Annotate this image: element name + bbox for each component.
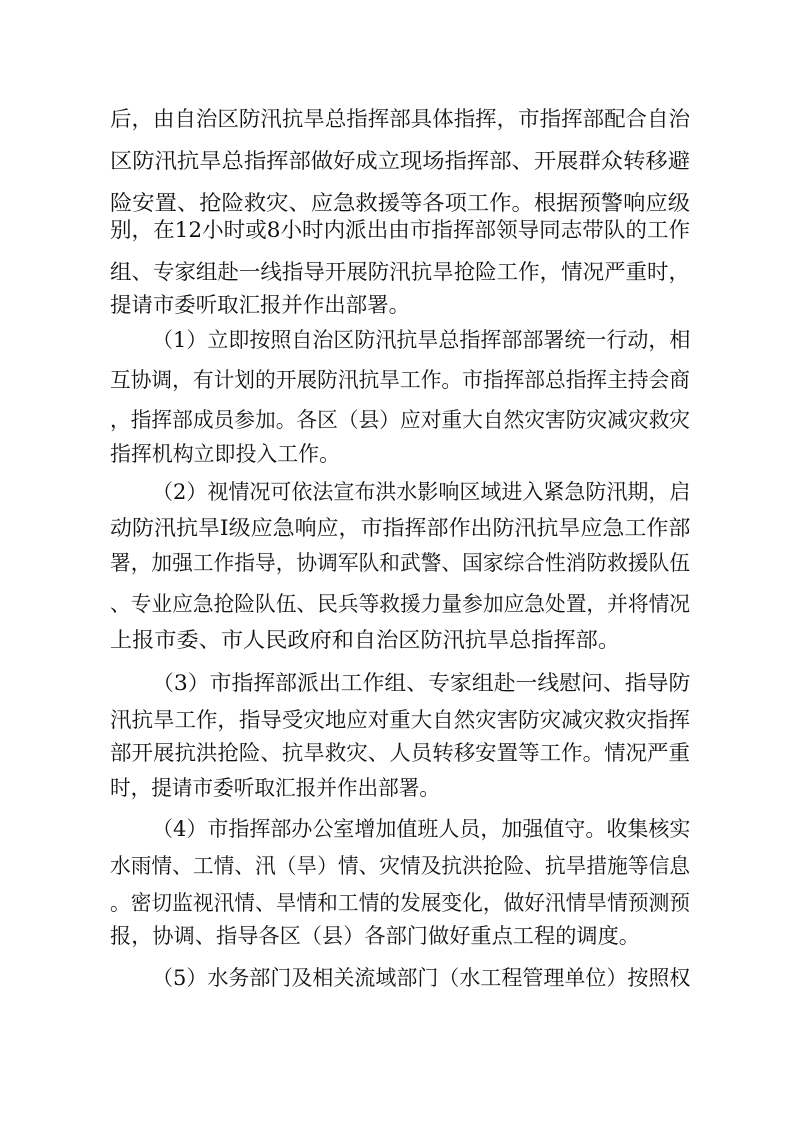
text-line-content: 互协调，有计划的开展防汛抗旱工作。市指挥部总指挥主持会商 xyxy=(110,368,690,392)
text-line xyxy=(0,285,793,325)
text-line xyxy=(0,916,793,956)
text-line-content: 水雨情、工情、汛（旱）情、灾情及抗洪抢险、抗旱措施等信息 xyxy=(110,854,690,878)
text-line xyxy=(0,141,793,181)
text-line-content: （2）视情况可依法宣布洪水影响区域进入紧急防汛期，启 xyxy=(152,480,691,504)
text-line xyxy=(0,320,793,360)
text-line-content: 组、专家组赴一线指导开展防汛抗旱抢险工作，情况严重时， xyxy=(110,260,690,284)
text-line-content: 时，提请市委听取汇报并作出部署。 xyxy=(110,776,440,800)
text-line-content: （4）市指挥部办公室增加值班人员，加强值守。收集核实 xyxy=(152,817,691,841)
text-line-content: 、专业应急抢险队伍、民兵等救援力量参加应急处置，并将情况 xyxy=(110,592,690,616)
text-line xyxy=(0,620,793,660)
text-line-content: 指挥机构立即投入工作。 xyxy=(110,442,340,466)
text-line xyxy=(0,958,793,998)
text-line xyxy=(0,472,793,512)
text-line xyxy=(0,809,793,849)
text-line-content: 别，在12小时或8小时内派出由市指挥部领导同志带队的工作 xyxy=(110,218,691,242)
text-line-content: 汛抗旱工作，指导受灾地应对重大自然灾害防灾减灾救灾指挥 xyxy=(110,708,690,732)
text-line xyxy=(0,733,793,773)
text-line xyxy=(0,584,793,624)
text-line-content: （1）立即按照自治区防汛抗旱总指挥部部署统一行动，相 xyxy=(152,328,691,352)
text-line-content: 。密切监视汛情、旱情和工情的发展变化，做好汛情旱情预测预 xyxy=(110,891,690,915)
text-line-content: 险安置、抢险救灾、应急救援等各项工作。根据预警响应级 xyxy=(110,191,690,215)
text-line-content: 署，加强工作指导，协调军队和武警、国家综合性消防救援队伍 xyxy=(110,551,690,575)
text-line-content: （5）水务部门及相关流域部门（水工程管理单位）按照权 xyxy=(152,966,691,990)
text-line-content: 部开展抗洪抢险、抗旱救灾、人员转移安置等工作。情况严重 xyxy=(110,741,690,765)
text-line-content: 区防汛抗旱总指挥部做好成立现场指挥部、开展群众转移避 xyxy=(110,149,690,173)
text-line xyxy=(0,543,793,583)
text-line xyxy=(0,663,793,703)
text-line xyxy=(0,210,793,250)
text-line-content: （3）市指挥部派出工作组、专家组赴一线慰问、指导防 xyxy=(152,671,691,695)
text-line xyxy=(0,768,793,808)
text-line xyxy=(0,99,793,139)
text-line-content: 上报市委、市人民政府和自治区防汛抗旱总指挥部。 xyxy=(110,628,620,652)
text-line-content: ，指挥部成员参加。各区（县）应对重大自然灾害防灾减灾救灾 xyxy=(110,408,690,432)
text-line xyxy=(0,508,793,548)
text-line xyxy=(0,360,793,400)
text-line-content: 提请市委听取汇报并作出部署。 xyxy=(110,293,410,317)
text-line-content: 报，协调、指导各区（县）各部门做好重点工程的调度。 xyxy=(110,924,641,948)
text-line-content: 动防汛抗旱Ⅰ级应急响应，市指挥部作出防汛抗旱应急工作部 xyxy=(110,516,691,540)
text-line xyxy=(0,846,793,886)
text-line-content: 后，由自治区防汛抗旱总指挥部具体指挥，市指挥部配合自治 xyxy=(110,107,690,131)
text-line xyxy=(0,434,793,474)
